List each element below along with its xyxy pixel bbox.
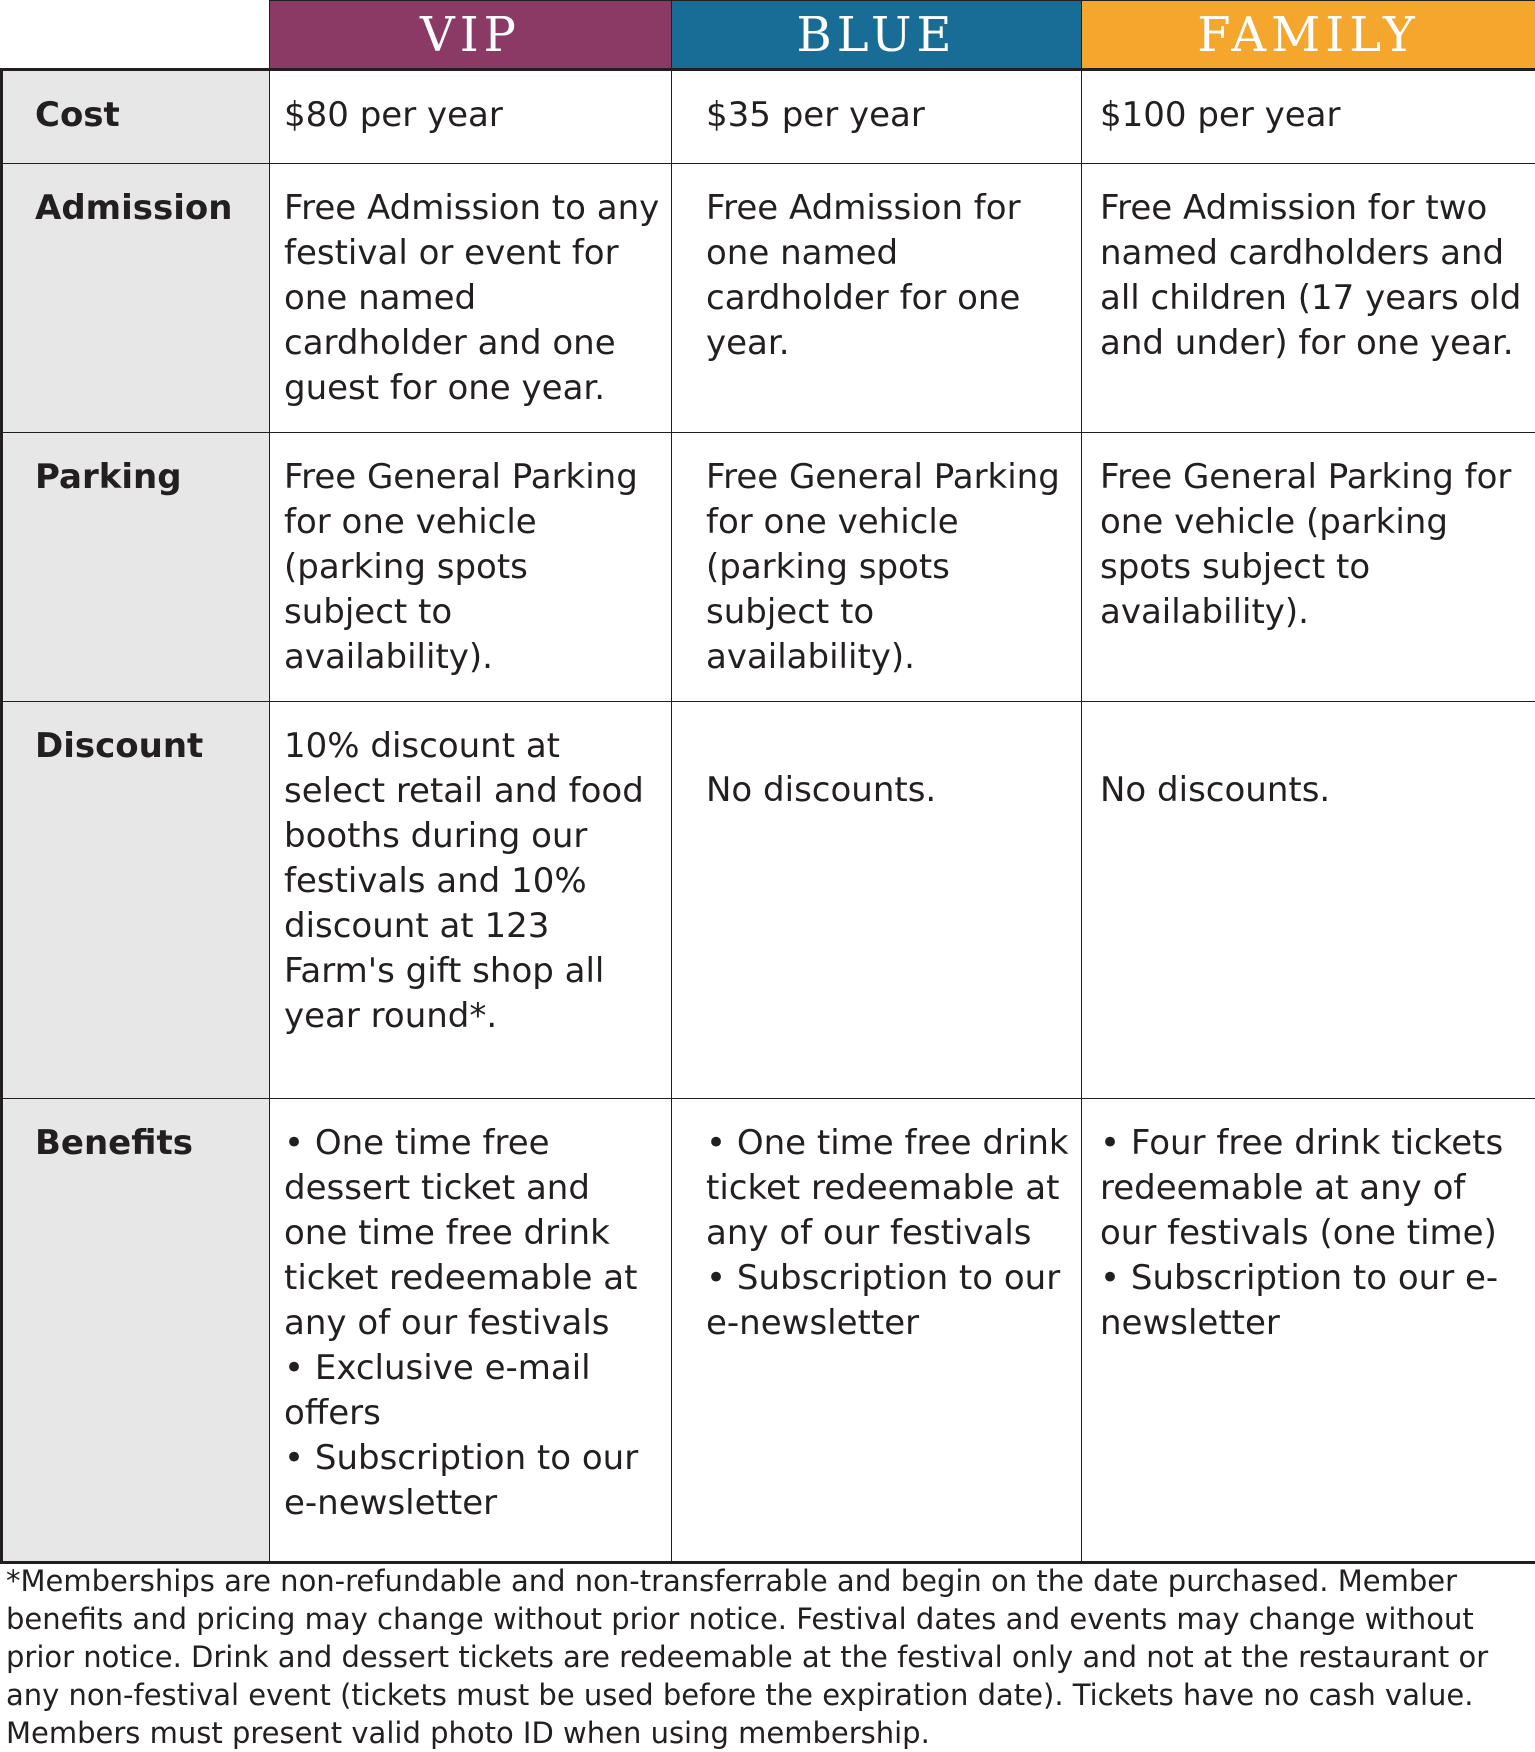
row-label-cost: Cost [2, 70, 270, 164]
table-row-cost [2, 70, 1535, 164]
parking-vip: Free General Parking for one vehicle (parking spots subject to availability). [270, 433, 672, 702]
cost-vip: $80 per year [270, 70, 672, 164]
table-row-parking [2, 433, 1535, 702]
benefit-item: • One time free drink ticket redeemable at any of our festivals [706, 1121, 1071, 1256]
row-label-admission: Admission [2, 164, 270, 433]
table-row-discount [2, 702, 1535, 1099]
tier-header-blue: BLUE [672, 1, 1082, 70]
benefits-blue [672, 1099, 1082, 1563]
cost-blue: $35 per year [672, 70, 1082, 164]
header-corner [2, 1, 270, 70]
row-label-benefits: Benefits [2, 1099, 270, 1563]
benefits-family [1082, 1099, 1535, 1563]
discount-blue: No discounts. [672, 702, 1082, 1099]
discount-family: No discounts. [1082, 702, 1535, 1099]
benefit-item: • Subscription to our e-newsletter [706, 1256, 1071, 1346]
benefit-item: • Exclusive e-mail offers [284, 1346, 661, 1436]
row-label-discount: Discount [2, 702, 270, 1099]
row-label-parking: Parking [2, 433, 270, 702]
benefit-item: • Subscription to our e-newsletter [284, 1436, 661, 1526]
tier-header-vip: VIP [270, 1, 672, 70]
tier-header-family: FAMILY [1082, 1, 1535, 70]
footnote: *Memberships are non-refundable and non-transferrable and begin on the date purchased. Member benefits and pricing may change without prior notice. Festival dates and events may change without prior notice. Drink and dessert tickets are redeemable at the festival only and not at the restaurant or any non-festival event (tickets must be used before the expiration date). Tickets have no cash value. Members must present valid photo ID when using membership. [6, 1562, 1531, 1752]
cost-family: $100 per year [1082, 70, 1535, 164]
benefit-item: • Four free drink tickets redeemable at any of our festivals (one time) [1100, 1121, 1525, 1256]
benefit-item: • One time free dessert ticket and one time free drink ticket redeemable at any of our festivals [284, 1121, 661, 1346]
parking-family: Free General Parking for one vehicle (parking spots subject to availability). [1082, 433, 1535, 702]
admission-blue: Free Admission for one named cardholder for one year. [672, 164, 1082, 433]
table-row-admission [2, 164, 1535, 433]
admission-family: Free Admission for two named cardholders and all children (17 years old and under) for one year. [1082, 164, 1535, 433]
parking-blue: Free General Parking for one vehicle (parking spots subject to availability). [672, 433, 1082, 702]
admission-vip: Free Admission to any festival or event for one named cardholder and one guest for one year. [270, 164, 672, 433]
benefit-item: • Subscription to our e-newsletter [1100, 1256, 1525, 1346]
discount-vip: 10% discount at select retail and food booths during our festivals and 10% discount at 123 Farm's gift shop all year round*. [270, 702, 672, 1099]
tier-header-row [2, 1, 1535, 70]
table-row-benefits [2, 1099, 1535, 1563]
benefits-vip [270, 1099, 672, 1563]
